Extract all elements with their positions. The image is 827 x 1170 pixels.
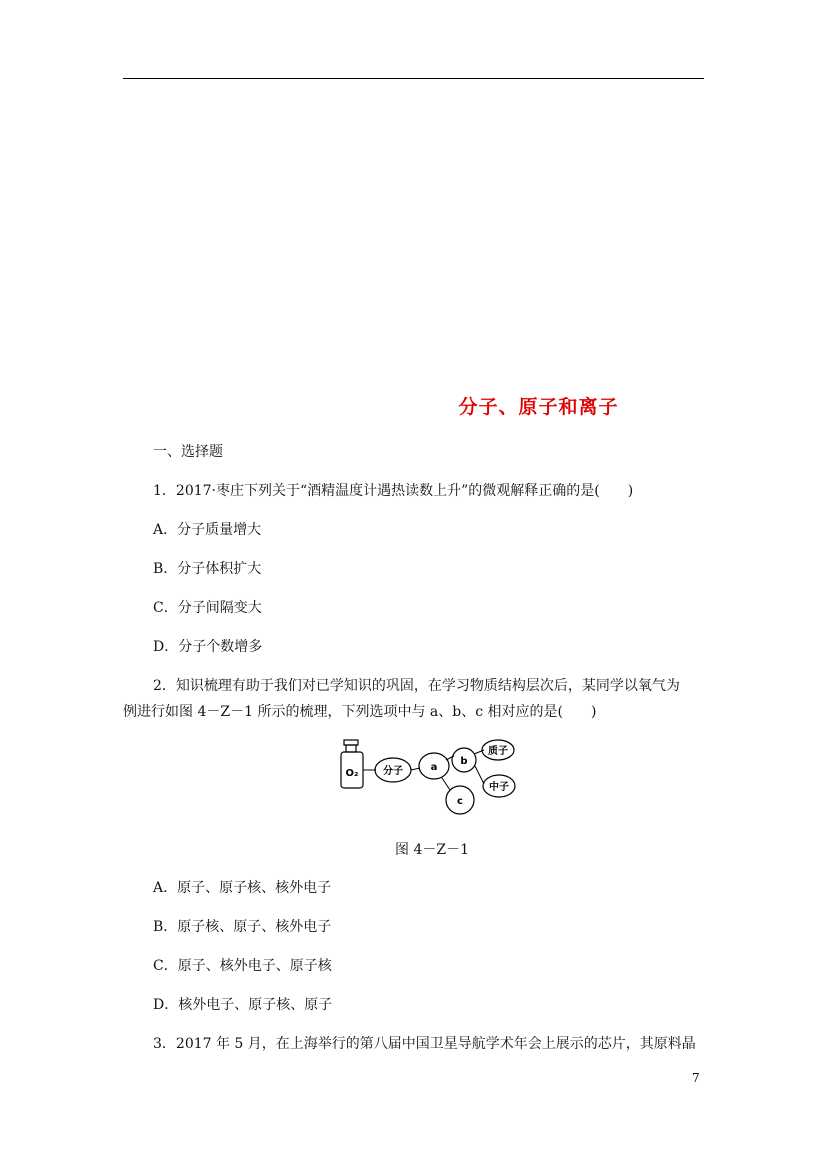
b-label: b [460, 756, 468, 767]
q1-option-d: D．分子个数增多 [153, 639, 263, 655]
q2-option-d: D．核外电子、原子核、原子 [153, 997, 333, 1013]
section-heading: 一、选择题 [153, 444, 223, 460]
q2-stem-line2: 例进行如图 4－Z－1 所示的梳理，下列选项中与 a、b、c 相对应的是( ) [123, 704, 597, 720]
o2-bottle-icon [341, 740, 363, 788]
q2-stem-line1: 2．知识梳理有助于我们对已学知识的巩固，在学习物质结构层次后，某同学以氧气为 [153, 678, 680, 694]
header-rule [123, 78, 704, 79]
q1-option-b: B．分子体积扩大 [153, 561, 262, 577]
proton-label: 质子 [488, 746, 508, 757]
page-number: 7 [692, 1071, 700, 1085]
q2-option-c: C．原子、核外电子、原子核 [153, 958, 332, 974]
neutron-label: 中子 [489, 782, 509, 793]
q1-stem: 1．2017·枣庄下列关于“酒精温度计遇热读数上升”的微观解释正确的是( ) [153, 483, 634, 499]
c-label: c [457, 796, 463, 807]
page-title: 分子、原子和离子 [458, 396, 619, 418]
figure-caption: 图 4－Z－1 [395, 842, 469, 858]
structure-diagram [338, 738, 518, 828]
q2-option-a: A．原子、原子核、核外电子 [153, 880, 332, 896]
q3-stem-line1: 3．2017 年 5 月，在上海举行的第八届中国卫星导航学术年会上展示的芯片，其原料晶 [153, 1036, 696, 1052]
a-label: a [430, 762, 438, 773]
q1-option-a: A．分子质量增大 [153, 522, 262, 538]
o2-label: O₂ [345, 768, 359, 779]
molecule-label: 分子 [383, 766, 403, 777]
q1-option-c: C．分子间隔变大 [153, 600, 262, 616]
q2-option-b: B．原子核、原子、核外电子 [153, 919, 332, 935]
